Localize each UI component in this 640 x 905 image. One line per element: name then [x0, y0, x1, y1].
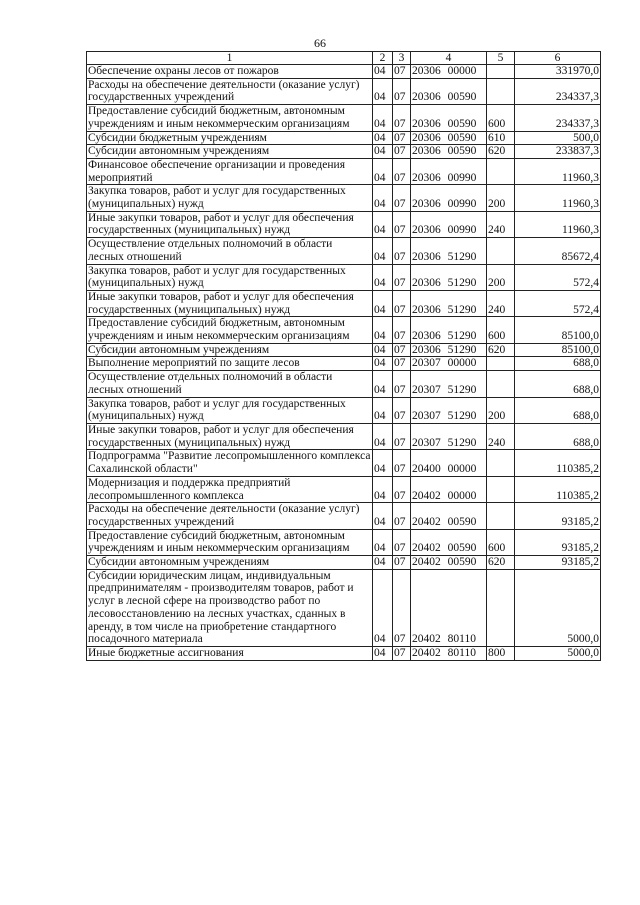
row-expense-type-cell: 620 [487, 145, 515, 159]
row-name-cell: Закупка товаров, работ и услуг для государственных (муниципальных) нужд [87, 185, 373, 211]
row-name-cell: Осуществление отдельных полномочий в области лесных отношений [87, 371, 373, 397]
table-row [87, 357, 601, 371]
row-subsection-cell: 07 [393, 105, 411, 131]
row-subsection-cell: 07 [393, 185, 411, 211]
row-name-cell: Субсидии бюджетным учреждениям [87, 131, 373, 145]
row-name-cell: Финансовое обеспечение организации и проведения мероприятий [87, 158, 373, 184]
row-amount-cell: 572,4 [515, 264, 601, 290]
row-target-item-cell: 20306 00590 [411, 105, 487, 131]
row-amount-cell: 85672,4 [515, 238, 601, 264]
header-cell-target-item: 4 [411, 52, 487, 65]
row-section-cell: 04 [373, 211, 393, 237]
row-target-item-cell: 20306 00590 [411, 145, 487, 159]
row-section-cell: 04 [373, 131, 393, 145]
row-subsection-cell: 07 [393, 131, 411, 145]
row-subsection-cell: 07 [393, 264, 411, 290]
row-expense-type-cell [487, 357, 515, 371]
row-expense-type-cell [487, 65, 515, 79]
table-row [87, 397, 601, 423]
row-subsection-cell: 07 [393, 145, 411, 159]
row-subsection-cell: 07 [393, 290, 411, 316]
table-row [87, 343, 601, 357]
row-expense-type-cell [487, 450, 515, 476]
row-subsection-cell: 07 [393, 529, 411, 555]
row-expense-type-cell [487, 238, 515, 264]
table-row [87, 185, 601, 211]
row-target-item-cell: 20402 00000 [411, 476, 487, 502]
row-amount-cell: 5000,0 [515, 646, 601, 660]
row-target-item-cell: 20400 00000 [411, 450, 487, 476]
row-expense-type-cell: 200 [487, 397, 515, 423]
row-expense-type-cell [487, 503, 515, 529]
row-subsection-cell: 07 [393, 569, 411, 646]
row-name-cell: Осуществление отдельных полномочий в области лесных отношений [87, 238, 373, 264]
row-target-item-cell: 20307 51290 [411, 423, 487, 449]
table-row [87, 145, 601, 159]
row-name-cell: Субсидии автономным учреждениям [87, 343, 373, 357]
row-subsection-cell: 07 [393, 317, 411, 343]
row-amount-cell: 110385,2 [515, 450, 601, 476]
table-row [87, 371, 601, 397]
row-section-cell: 04 [373, 646, 393, 660]
row-target-item-cell: 20307 51290 [411, 371, 487, 397]
row-name-cell: Предоставление субсидий бюджетным, автономным учреждениям и иным некоммерческим организациям [87, 105, 373, 131]
row-amount-cell: 500,0 [515, 131, 601, 145]
row-name-cell: Предоставление субсидий бюджетным, автономным учреждениям и иным некоммерческим организациям [87, 529, 373, 555]
row-name-cell: Выполнение мероприятий по защите лесов [87, 357, 373, 371]
row-section-cell: 04 [373, 290, 393, 316]
row-section-cell: 04 [373, 65, 393, 79]
table-row [87, 264, 601, 290]
row-amount-cell: 5000,0 [515, 569, 601, 646]
row-expense-type-cell: 800 [487, 646, 515, 660]
row-amount-cell: 93185,2 [515, 529, 601, 555]
row-target-item-cell: 20306 00990 [411, 211, 487, 237]
row-target-item-cell: 20306 51290 [411, 317, 487, 343]
row-amount-cell: 234337,3 [515, 105, 601, 131]
row-section-cell: 04 [373, 158, 393, 184]
row-section-cell: 04 [373, 264, 393, 290]
row-subsection-cell: 07 [393, 238, 411, 264]
row-amount-cell: 85100,0 [515, 343, 601, 357]
row-section-cell: 04 [373, 145, 393, 159]
row-expense-type-cell [487, 158, 515, 184]
row-amount-cell: 93185,2 [515, 556, 601, 570]
row-subsection-cell: 07 [393, 450, 411, 476]
row-section-cell: 04 [373, 529, 393, 555]
table-row [87, 646, 601, 660]
row-expense-type-cell: 240 [487, 290, 515, 316]
row-expense-type-cell: 200 [487, 264, 515, 290]
row-target-item-cell: 20402 80110 [411, 646, 487, 660]
row-subsection-cell: 07 [393, 78, 411, 104]
table-row [87, 423, 601, 449]
row-amount-cell: 11960,3 [515, 158, 601, 184]
row-subsection-cell: 07 [393, 423, 411, 449]
header-cell-subsection: 3 [393, 52, 411, 65]
header-cell-amount: 6 [515, 52, 601, 65]
table-row [87, 78, 601, 104]
row-section-cell: 04 [373, 238, 393, 264]
row-name-cell: Предоставление субсидий бюджетным, автономным учреждениям и иным некоммерческим организациям [87, 317, 373, 343]
budget-table [86, 51, 601, 661]
header-cell-name: 1 [87, 52, 373, 65]
row-expense-type-cell [487, 569, 515, 646]
page-number: 66 [314, 36, 326, 50]
table-row [87, 238, 601, 264]
row-name-cell: Расходы на обеспечение деятельности (оказание услуг) государственных учреждений [87, 78, 373, 104]
row-subsection-cell: 07 [393, 357, 411, 371]
row-target-item-cell: 20307 00000 [411, 357, 487, 371]
row-expense-type-cell: 240 [487, 211, 515, 237]
table-row [87, 569, 601, 646]
table-row [87, 290, 601, 316]
row-name-cell: Субсидии автономным учреждениям [87, 556, 373, 570]
row-target-item-cell: 20402 00590 [411, 556, 487, 570]
table-row [87, 211, 601, 237]
table-row [87, 450, 601, 476]
row-target-item-cell: 20306 51290 [411, 264, 487, 290]
row-amount-cell: 233837,3 [515, 145, 601, 159]
table-row [87, 158, 601, 184]
row-subsection-cell: 07 [393, 158, 411, 184]
row-amount-cell: 110385,2 [515, 476, 601, 502]
row-name-cell: Иные закупки товаров, работ и услуг для обеспечения государственных (муниципальных) нужд [87, 211, 373, 237]
row-expense-type-cell: 600 [487, 529, 515, 555]
row-name-cell: Расходы на обеспечение деятельности (оказание услуг) государственных учреждений [87, 503, 373, 529]
row-target-item-cell: 20306 00990 [411, 158, 487, 184]
row-subsection-cell: 07 [393, 503, 411, 529]
row-expense-type-cell [487, 476, 515, 502]
row-subsection-cell: 07 [393, 397, 411, 423]
row-section-cell: 04 [373, 397, 393, 423]
row-subsection-cell: 07 [393, 65, 411, 79]
row-amount-cell: 688,0 [515, 423, 601, 449]
row-expense-type-cell [487, 78, 515, 104]
row-expense-type-cell: 620 [487, 556, 515, 570]
row-amount-cell: 11960,3 [515, 211, 601, 237]
row-section-cell: 04 [373, 423, 393, 449]
row-amount-cell: 85100,0 [515, 317, 601, 343]
row-expense-type-cell [487, 371, 515, 397]
row-amount-cell: 688,0 [515, 357, 601, 371]
row-name-cell: Модернизация и поддержка предприятий лесопромышленного комплекса [87, 476, 373, 502]
row-expense-type-cell: 200 [487, 185, 515, 211]
header-cell-section: 2 [373, 52, 393, 65]
row-subsection-cell: 07 [393, 556, 411, 570]
table-row [87, 105, 601, 131]
row-target-item-cell: 20306 00590 [411, 131, 487, 145]
row-expense-type-cell: 240 [487, 423, 515, 449]
row-section-cell: 04 [373, 476, 393, 502]
row-name-cell: Подпрограмма "Развитие лесопромышленного комплекса Сахалинской области" [87, 450, 373, 476]
header-cell-expense-type: 5 [487, 52, 515, 65]
row-section-cell: 04 [373, 371, 393, 397]
row-expense-type-cell: 610 [487, 131, 515, 145]
row-amount-cell: 331970,0 [515, 65, 601, 79]
table-row [87, 503, 601, 529]
row-target-item-cell: 20402 00590 [411, 503, 487, 529]
row-amount-cell: 572,4 [515, 290, 601, 316]
row-target-item-cell: 20306 00590 [411, 78, 487, 104]
row-amount-cell: 234337,3 [515, 78, 601, 104]
row-name-cell: Субсидии юридическим лицам, индивидуальным предпринимателям - производителям товаров, работ и услуг в лесной сфере на производство работ по лесовосстановлению на лесных участках, сданных в аренду, в том числе на приобретение стандартного посадочного материала [87, 569, 373, 646]
row-expense-type-cell: 620 [487, 343, 515, 357]
table-row [87, 529, 601, 555]
row-name-cell: Иные закупки товаров, работ и услуг для обеспечения государственных (муниципальных) нужд [87, 423, 373, 449]
table-row [87, 317, 601, 343]
row-amount-cell: 688,0 [515, 397, 601, 423]
row-name-cell: Иные бюджетные ассигнования [87, 646, 373, 660]
row-section-cell: 04 [373, 78, 393, 104]
header-row [87, 52, 601, 65]
row-section-cell: 04 [373, 317, 393, 343]
row-name-cell: Субсидии автономным учреждениям [87, 145, 373, 159]
row-name-cell: Обеспечение охраны лесов от пожаров [87, 65, 373, 79]
row-name-cell: Закупка товаров, работ и услуг для государственных (муниципальных) нужд [87, 397, 373, 423]
row-subsection-cell: 07 [393, 476, 411, 502]
row-subsection-cell: 07 [393, 371, 411, 397]
row-expense-type-cell: 600 [487, 317, 515, 343]
row-subsection-cell: 07 [393, 211, 411, 237]
table-row [87, 65, 601, 79]
row-target-item-cell: 20306 00000 [411, 65, 487, 79]
row-subsection-cell: 07 [393, 343, 411, 357]
row-name-cell: Закупка товаров, работ и услуг для государственных (муниципальных) нужд [87, 264, 373, 290]
table-row [87, 131, 601, 145]
row-target-item-cell: 20307 51290 [411, 397, 487, 423]
row-amount-cell: 688,0 [515, 371, 601, 397]
row-target-item-cell: 20402 00590 [411, 529, 487, 555]
row-amount-cell: 93185,2 [515, 503, 601, 529]
row-name-cell: Иные закупки товаров, работ и услуг для обеспечения государственных (муниципальных) нужд [87, 290, 373, 316]
row-subsection-cell: 07 [393, 646, 411, 660]
table-row [87, 476, 601, 502]
row-target-item-cell: 20306 51290 [411, 343, 487, 357]
row-section-cell: 04 [373, 450, 393, 476]
row-section-cell: 04 [373, 503, 393, 529]
row-section-cell: 04 [373, 357, 393, 371]
row-target-item-cell: 20306 00990 [411, 185, 487, 211]
table-row [87, 556, 601, 570]
row-target-item-cell: 20306 51290 [411, 290, 487, 316]
row-section-cell: 04 [373, 556, 393, 570]
row-target-item-cell: 20402 80110 [411, 569, 487, 646]
row-section-cell: 04 [373, 185, 393, 211]
row-target-item-cell: 20306 51290 [411, 238, 487, 264]
row-section-cell: 04 [373, 343, 393, 357]
row-expense-type-cell: 600 [487, 105, 515, 131]
row-section-cell: 04 [373, 105, 393, 131]
row-amount-cell: 11960,3 [515, 185, 601, 211]
row-section-cell: 04 [373, 569, 393, 646]
